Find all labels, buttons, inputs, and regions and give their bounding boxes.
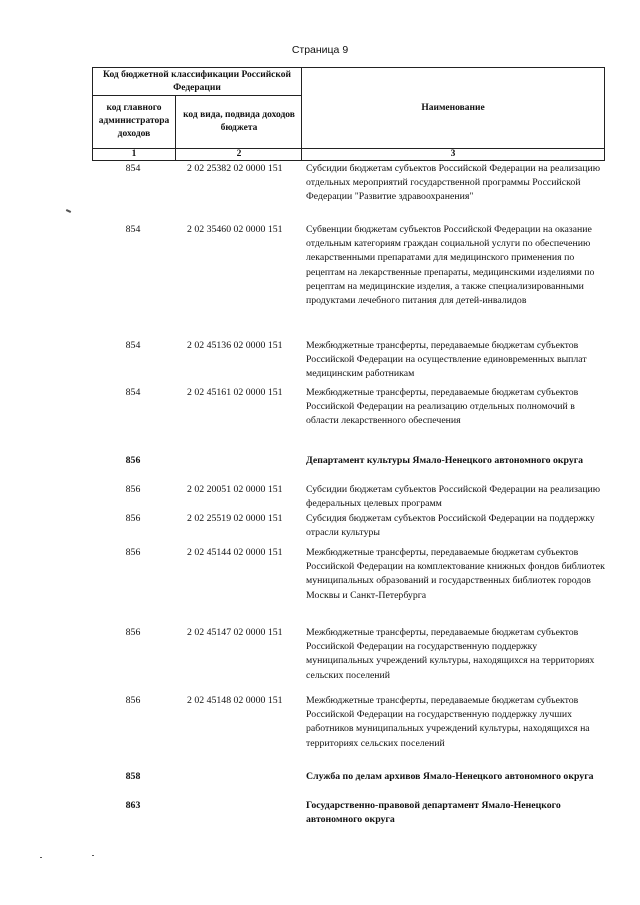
- income-name: Межбюджетные трансферты, передаваемые бюджетам субъектов Российской Федерации на государственную поддержку лучших работников муниципальных учреждений культуры, находящихся на территориях сельских поселений: [306, 695, 590, 749]
- income-code: 2 02 35460 02 0000 151: [187, 224, 283, 235]
- income-name: Межбюджетные трансферты, передаваемые бюджетам субъектов Российской Федерации на реализацию отдельных полномочий в области лекарственного обеспечения: [306, 387, 579, 427]
- income-code: 2 02 45147 02 0000 151: [187, 627, 283, 638]
- income-code: 2 02 45136 02 0000 151: [187, 340, 283, 351]
- admin-code: 854: [125, 340, 141, 351]
- income-name: Субсидия бюджетам субъектов Российской Федерации на поддержку отрасли культуры: [306, 513, 595, 539]
- admin-code: 858: [125, 771, 141, 782]
- admin-code: 854: [125, 163, 141, 174]
- income-code: 2 02 45148 02 0000 151: [187, 695, 283, 706]
- admin-code: 856: [125, 455, 141, 466]
- admin-code: 856: [125, 695, 141, 706]
- admin-code: 856: [125, 484, 141, 495]
- page-number: Страница 9: [291, 44, 349, 56]
- income-name: Межбюджетные трансферты, передаваемые бюджетам субъектов Российской Федерации на осуществление единовременных выплат медицинским работникам: [306, 340, 587, 380]
- header-group-title: Код бюджетной классификации Российской Федерации: [103, 69, 291, 93]
- income-name: Субвенции бюджетам субъектов Российской Федерации на оказание отдельным категориям граждан социальной услуги по обеспечению лекарственными препаратами для медицинского применения по рецептам на лекарственные препараты, медицинскими изделиями по рецептам на медицинские изделия, а также специализированными продуктами лечебного питания для детей-инвалидов: [306, 224, 595, 307]
- income-name: Межбюджетные трансферты, передаваемые бюджетам субъектов Российской Федерации на комплектование книжных фондов библиотек муниципальных образований и государственных библиотек городов Москвы и Санкт-Петербурга: [306, 547, 605, 601]
- header-num-3: 3: [450, 148, 456, 159]
- income-name: Субсидии бюджетам субъектов Российской Федерации на реализацию федеральных целевых программ: [306, 484, 601, 510]
- scan-speck: [40, 857, 42, 858]
- admin-code: 863: [125, 800, 141, 811]
- income-code: 2 02 25519 02 0000 151: [187, 513, 283, 524]
- header-num-1: 1: [131, 148, 137, 159]
- income-code: 2 02 45161 02 0000 151: [187, 387, 283, 398]
- department-name: Служба по делам архивов Ямало-Ненецкого автономного округа: [306, 771, 594, 782]
- admin-code: 856: [125, 547, 141, 558]
- admin-code: 856: [125, 513, 141, 524]
- header-col-kind: код вида, подвида доходов бюджета: [183, 109, 295, 133]
- admin-code: 854: [125, 224, 141, 235]
- header-divider: [175, 95, 176, 160]
- income-code: 2 02 20051 02 0000 151: [187, 484, 283, 495]
- header-col-admin: код главного администратора доходов: [98, 103, 170, 139]
- income-code: 2 02 45144 02 0000 151: [187, 547, 283, 558]
- header-num-2: 2: [236, 148, 242, 159]
- scan-speck: [92, 855, 94, 856]
- income-name: Межбюджетные трансферты, передаваемые бюджетам субъектов Российской Федерации на государственную поддержку муниципальных учреждений культуры, находящихся на территориях сельских поселений: [306, 627, 595, 681]
- department-name: Департамент культуры Ямало-Ненецкого автономного округа: [306, 455, 584, 466]
- scan-speck: [66, 209, 71, 213]
- income-code: 2 02 25382 02 0000 151: [187, 163, 283, 174]
- table-header: [92, 67, 605, 161]
- header-col-name: Наименование: [421, 102, 485, 113]
- income-name: Субсидии бюджетам субъектов Российской Федерации на реализацию отдельных мероприятий государственной программы Российской Федерации "Развитие здравоохранения": [306, 163, 601, 203]
- admin-code: 854: [125, 387, 141, 398]
- admin-code: 856: [125, 627, 141, 638]
- department-name: Государственно-правовой департамент Ямало-Ненецкого автономного округа: [306, 800, 561, 826]
